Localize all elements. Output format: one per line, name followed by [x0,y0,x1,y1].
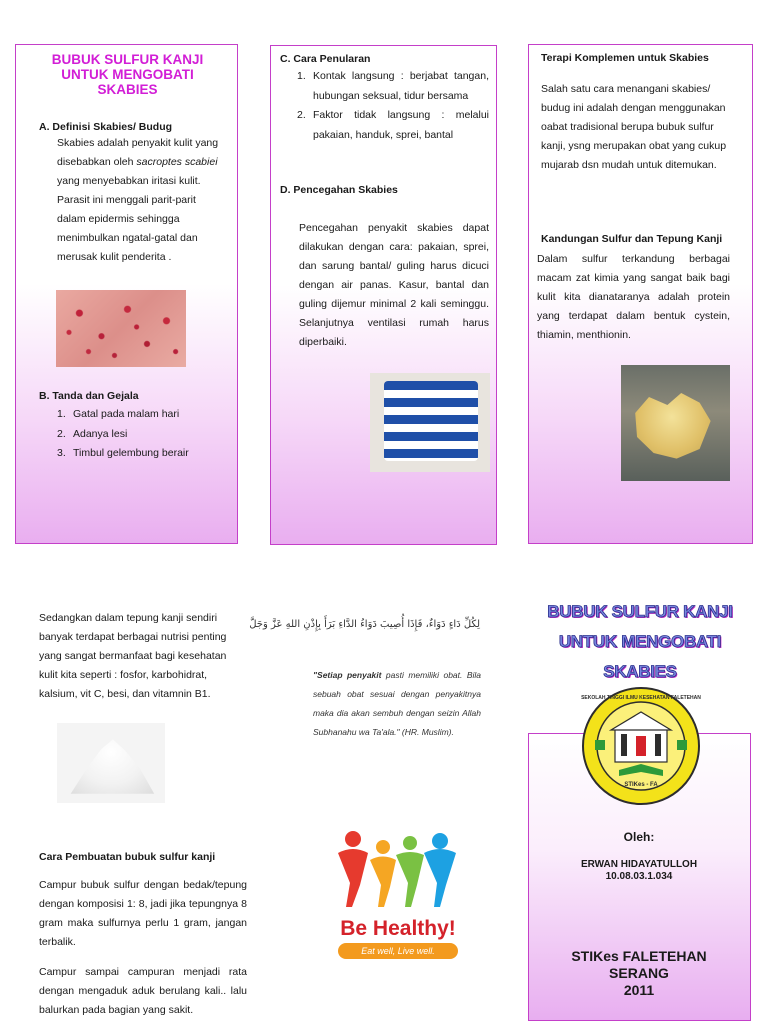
people-figures-icon [328,825,468,915]
preparation-step-1: Campur bubuk sulfur dengan bedak/tepung dengan komposisi 1: 8, jadi jika tepungnya 8 gram maka sulfurnya perlu 1 gram, jangan terbalik. [39,879,247,948]
author-name: ERWAN HIDAYATULLOH [580,859,698,870]
oleh-label: Oleh: [623,830,655,844]
towels-image [370,373,490,472]
starch-intro: Sedangkan dalam tepung kanji sendiri banyak terdapat berbagai nutrisi penting yang sangat bermanfaat bagi kesehatan kulit kita seperti : fosfor, karbohidrat, kalsium, vit C, besi, dan vitamnin B1. [39,612,227,700]
panel-hadith [249,600,497,1020]
section-d-body: Pencegahan penyakit skabies dapat dilakukan dengan cara: pakaian, sprei, dan sarung bantal/ guling harus dicuci dengan air panas. Kasur, bantal dan guling dijemur minimal 2 kali seminggu. Selanjutnya ventilasi rumah harus diperbaiki. [299,222,489,348]
scabies-skin-image [56,290,186,367]
logo-main-text: Be Healthy! [340,917,456,940]
seal-bottom-text: STIKes - FA [624,782,658,788]
symptom-list [57,405,232,464]
panel-cover [528,695,751,1021]
transmission-list [297,67,489,145]
panel-transmission [270,45,497,545]
section-b-heading: B. Tanda dan Gejala [39,390,139,402]
panel-definition [15,44,238,544]
list-item: 3. Timbul gelembung berair [57,447,189,459]
stikes-seal-logo [581,686,701,806]
institution-block: STIKes FALETEHAN SERANG 2011 [571,948,707,998]
cover-wordart-title: BUBUK SULFUR KANJI UNTUK MENGOBATI SKABIES [547,602,733,681]
logo-sub-text: Eat well, Live well. [338,943,458,959]
author-id: 10.08.03.1.034 [605,871,673,882]
preparation-heading: Cara Pembuatan bubuk sulfur kanji [39,851,216,863]
preparation-step-2: Campur sampai campuran menjadi rata dengan mengaduk aduk berulang kali.. lalu balurkan pada bagian yang sakit. [39,966,247,1016]
be-healthy-logo [328,825,468,965]
panel-therapy [528,44,753,544]
section-a-heading: A. Definisi Skabies/ Budug [39,121,173,133]
hadith-translation: "Setiap penyakit pasti memiliki obat. Bila sebuah obat sesuai dengan penyakitnya maka dia akan sembuh dengan seizin Allah Subhanahu wa Ta'ala." (HR. Muslim). [313,670,482,737]
brochure-title: BUBUK SULFUR KANJI UNTUK MENGOBATI SKABIES [51,52,204,97]
section-a-body: Skabies adalah penyakit kulit yang disebabkan oleh sacroptes scabiei yang menyebabkan iritasi kulit. Parasit ini menggali parit-parit dalam epidermis sehingga menimbulkan ngatal-gatal dan merusak kulit penderita . [57,137,219,263]
section-d-heading: D. Pencegahan Skabies [280,184,398,196]
section-c-heading: C. Cara Penularan [280,53,371,65]
therapy-body: Salah satu cara menangani skabies/ budug ini adalah dengan menggunakan oabat tradisional berupa bubuk sulfur kanji, ysng merupakan obat yang cukup mujarab dsn mudah untuk ditemukan. [541,83,727,171]
panel-preparation [15,600,247,1020]
arabic-hadith: لِكُلِّ دَاءٍ دَوَاءٌ، فَإِذَا أُصِيبَ دَوَاءُ الدَّاءِ بَرَأَ بِإِذْنِ اللهِ عَزَّ وَجَلَّ [249,619,480,630]
sulfur-image [621,365,730,481]
therapy-heading: Terapi Komplemen untuk Skabies [541,52,709,64]
list-item: 1. Kontak langsung : berjabat tangan, hubungan seksual, tidur bersama [297,70,489,102]
list-item: 2. Faktor tidak langsung : melalui pakaian, handuk, sprei, bantal [297,109,489,141]
content-heading: Kandungan Sulfur dan Tepung Kanji [541,233,723,245]
list-item: 2. Adanya lesi [57,427,128,440]
flour-image [57,723,165,803]
content-body: Dalam sulfur terkandung berbagai macam zat kimia yang sangat baik bagi kulit kita dianataranya adalah protein yang terdapat dalam bentuk cystein, thiamin, menthionin. [537,253,730,341]
list-item: 1. Gatal pada malam hari [57,408,180,420]
seal-ring-text: SEKOLAH TINGGI ILMU KESEHATAN FALETEHAN [581,695,701,701]
